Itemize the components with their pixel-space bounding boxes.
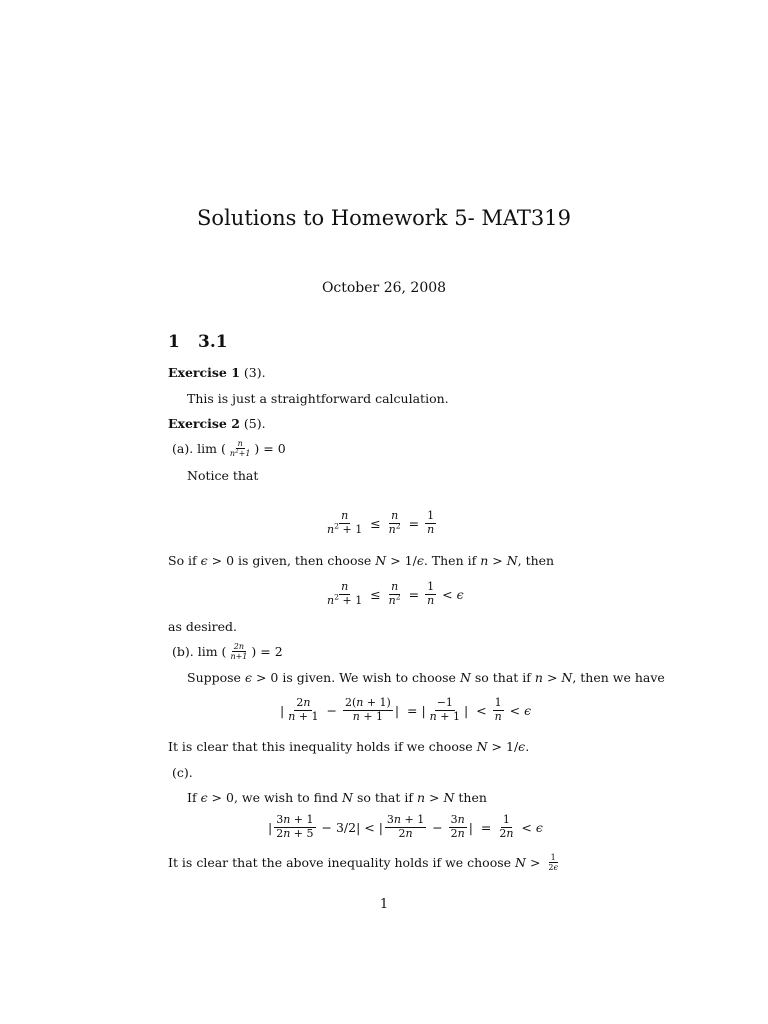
if-part-2: , we wish to find [233, 790, 339, 805]
part-a-fraction: $\frac{n}{n^2+1}$ [229, 439, 251, 459]
exercise-2-heading [168, 416, 266, 431]
exercise-1-text: This is just a straightforward calculation. [187, 391, 449, 406]
so-if-part-2: is given, then choose [238, 553, 372, 568]
clear1-part-2: . [525, 739, 530, 754]
part-a-statement: (a). lim ( $\frac{n}{n^2+1}$ ) = 0 [172, 439, 286, 459]
date: October 26, 2008 [321, 280, 447, 296]
equation-3: | $\frac{2n}{n + 1}$ − $\frac{2(n + 1)}{n + 1}$ | = | $\frac{-1}{n + 1}$ | < $\frac{1}{n}$ < ϵ [280, 696, 532, 723]
so-if-part-4: , then [517, 553, 555, 568]
part-a-label: (a). [172, 441, 194, 457]
page-title: Solutions to Homework 5- MAT319 [197, 206, 571, 230]
so-if-part-3: . Then if [423, 553, 477, 568]
part-a-equals: = 0 [263, 441, 286, 457]
part-b-fraction: $\frac{2n}{n+1}$ [230, 642, 248, 662]
section-heading [168, 332, 228, 352]
so-if-part-1: So if [168, 553, 197, 568]
part-c-label: (c). [172, 765, 193, 780]
section-title: 3.1 [198, 332, 228, 352]
if-part-1: If [187, 790, 197, 805]
part-b-lim: lim [197, 644, 218, 660]
part-b-statement: (b). lim ( $\frac{2n}{n+1}$ ) = 2 [172, 642, 283, 662]
part-b-label: (b). [172, 644, 194, 660]
exercise-2-ref: (5). [243, 416, 266, 431]
clear1-part-1: It is clear that this inequality holds if we choose [168, 739, 473, 754]
clear-line-1: It is clear that this inequality holds if we choose N > 1/ϵ. [168, 739, 530, 754]
so-if-line: So if ϵ > 0 is given, then choose N > 1/ϵ. Then if n > N, then [168, 553, 555, 568]
as-desired-text: as desired. [168, 619, 238, 634]
equation-4: | $\frac{3n + 1}{2n + 5}$ − 3/2| < | $\frac{3n + 1}{2n}$ − $\frac{3n}{2n}$ | = $\frac{1}{2n}$ < ϵ [268, 813, 543, 840]
exercise-1-label: Exercise 1 [168, 365, 240, 380]
exercise-2-label: Exercise 2 [168, 416, 240, 431]
page-number: 1 [379, 897, 389, 912]
part-a-lim: lim [197, 441, 218, 457]
equation-2: $\frac{n}{n^2 + 1}$ ≤ $\frac{n}{n^2}$ = $\frac{1}{n}$ < ϵ [327, 580, 464, 607]
if-part-3: so that if [356, 790, 413, 805]
suppose-part-2: is given. We wish to choose [282, 670, 456, 685]
if-part-4: then [458, 790, 487, 805]
suppose-part-3: so that if [474, 670, 531, 685]
section-number: 1 [168, 332, 180, 352]
suppose-part-1: Suppose [187, 670, 241, 685]
exercise-1-heading [168, 365, 266, 380]
notice-text: Notice that [187, 468, 259, 483]
part-b-equals: = 2 [260, 644, 283, 660]
clear-line-2: It is clear that the above inequality holds if we choose N > $\frac{1}{2\epsilon}$ [168, 853, 558, 873]
clear2-part-1: It is clear that the above inequality holds if we choose [168, 855, 512, 871]
suppose-part-4: , then we have [572, 670, 665, 685]
suppose-line: Suppose ϵ > 0 is given. We wish to choose N so that if n > N, then we have [187, 670, 665, 685]
if-line: If ϵ > 0, we wish to find N so that if n > N then [187, 790, 487, 805]
equation-1: $\frac{n}{n^2 + 1}$ ≤ $\frac{n}{n^2}$ = $\frac{1}{n}$ [327, 509, 435, 536]
exercise-1-ref: (3). [243, 365, 266, 380]
